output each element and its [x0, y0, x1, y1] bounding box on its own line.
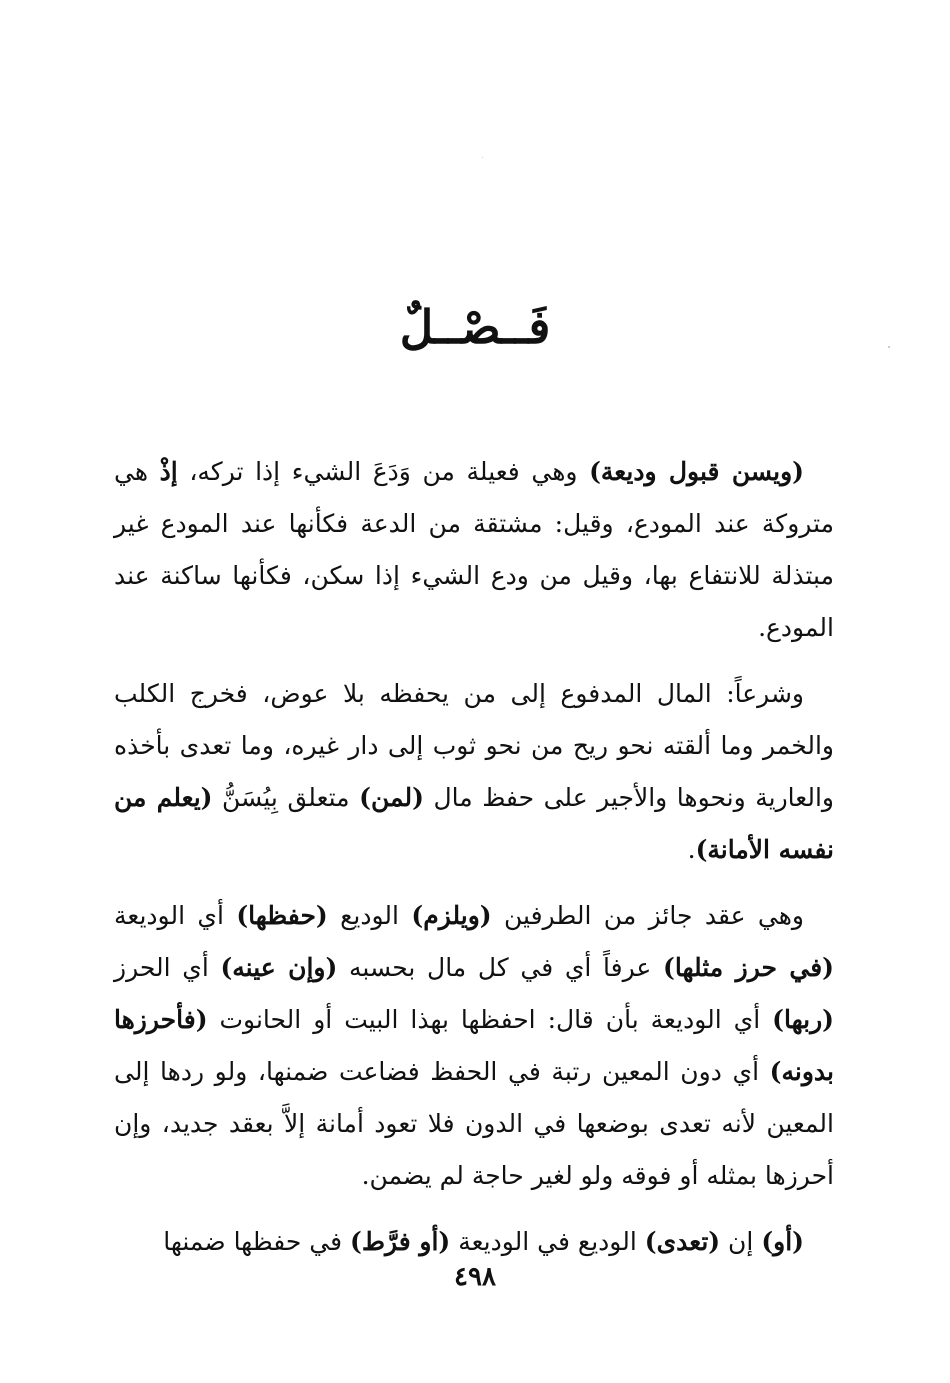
text-run: أي الوديعة بأن قال: احفظها بهذا البيت أو الحانوت [207, 1005, 773, 1034]
text-run: في حفظها ضمنها [163, 1227, 350, 1256]
bold-text-run: (حفظها) [236, 901, 328, 930]
bold-text-run: (ويسن قبول وديعة) [589, 457, 805, 486]
bold-text-run: (تعدى) [644, 1227, 721, 1256]
text-run: وهي عقد جائز من الطرفين [491, 901, 804, 930]
paragraph [114, 668, 834, 876]
bold-text-run: (وإن عينه) [220, 953, 338, 982]
scan-speck [888, 346, 890, 348]
bold-text-run: (في حرز مثلها) [663, 953, 835, 982]
text-run: إن [720, 1227, 762, 1256]
text-run: الوديع [327, 901, 412, 930]
bold-text-run: (أو) [761, 1227, 804, 1256]
body-text [114, 446, 834, 1282]
text-run: الوديع في الوديعة [450, 1227, 645, 1256]
section-heading: فَــصْــلٌ [399, 300, 551, 354]
bold-text-run: (ويلزم) [411, 901, 492, 930]
bold-text-run: (ربها) [772, 1005, 834, 1034]
text-run: أي الحرز [114, 953, 221, 982]
text-run: أي دون المعين رتبة في الحفظ فضاعت ضمنها، ولو ردها إلى المعين لأنه تعدى بوضعها في الدون فلا تعود أمانة إلاَّ بعقد جديد، وإن أحرزها بمثله أو فوقه ولو لغير حاجة لم يضمن. [114, 1057, 834, 1190]
bold-text-run: (فأحرزها بدونه) [114, 1005, 834, 1086]
bold-text-run: (لمن) [359, 783, 424, 812]
text-run: أي الوديعة [114, 901, 237, 930]
bold-text-run: إذْ [159, 457, 178, 486]
paragraph [114, 446, 834, 654]
text-run: وهي فعيلة من وَدَعَ الشيء إذا تركه، [177, 457, 590, 486]
text-run: . [687, 835, 696, 864]
text-run: متعلق بِيُسَنُّ [212, 783, 360, 812]
paragraph [114, 890, 834, 1202]
bold-text-run: (يعلم من نفسه الأمانة) [114, 783, 834, 864]
page-number: ٤٩٨ [454, 1262, 496, 1292]
text-run: وشرعاً: المال المدفوع إلى من يحفظه بلا عوض، فخرج الكلب والخمر وما ألقته نحو ريح من نحو ثوب إلى دار غيره، وما تعدى بأخذه والعارية ونحوها والأجير على حفظ مال [114, 679, 834, 812]
scan-speck [482, 157, 483, 158]
paragraph [114, 1216, 834, 1268]
bold-text-run: (أو فرَّط) [350, 1227, 451, 1256]
text-run: عرفاً أي في كل مال بحسبه [337, 953, 664, 982]
text-run: هي متروكة عند المودع، وقيل: مشتقة من الدعة فكأنها عند المودع غير مبتذلة للانتفاع بها، وقيل من ودع الشيء إذا سكن، فكأنها ساكنة عند المودع. [114, 457, 834, 642]
